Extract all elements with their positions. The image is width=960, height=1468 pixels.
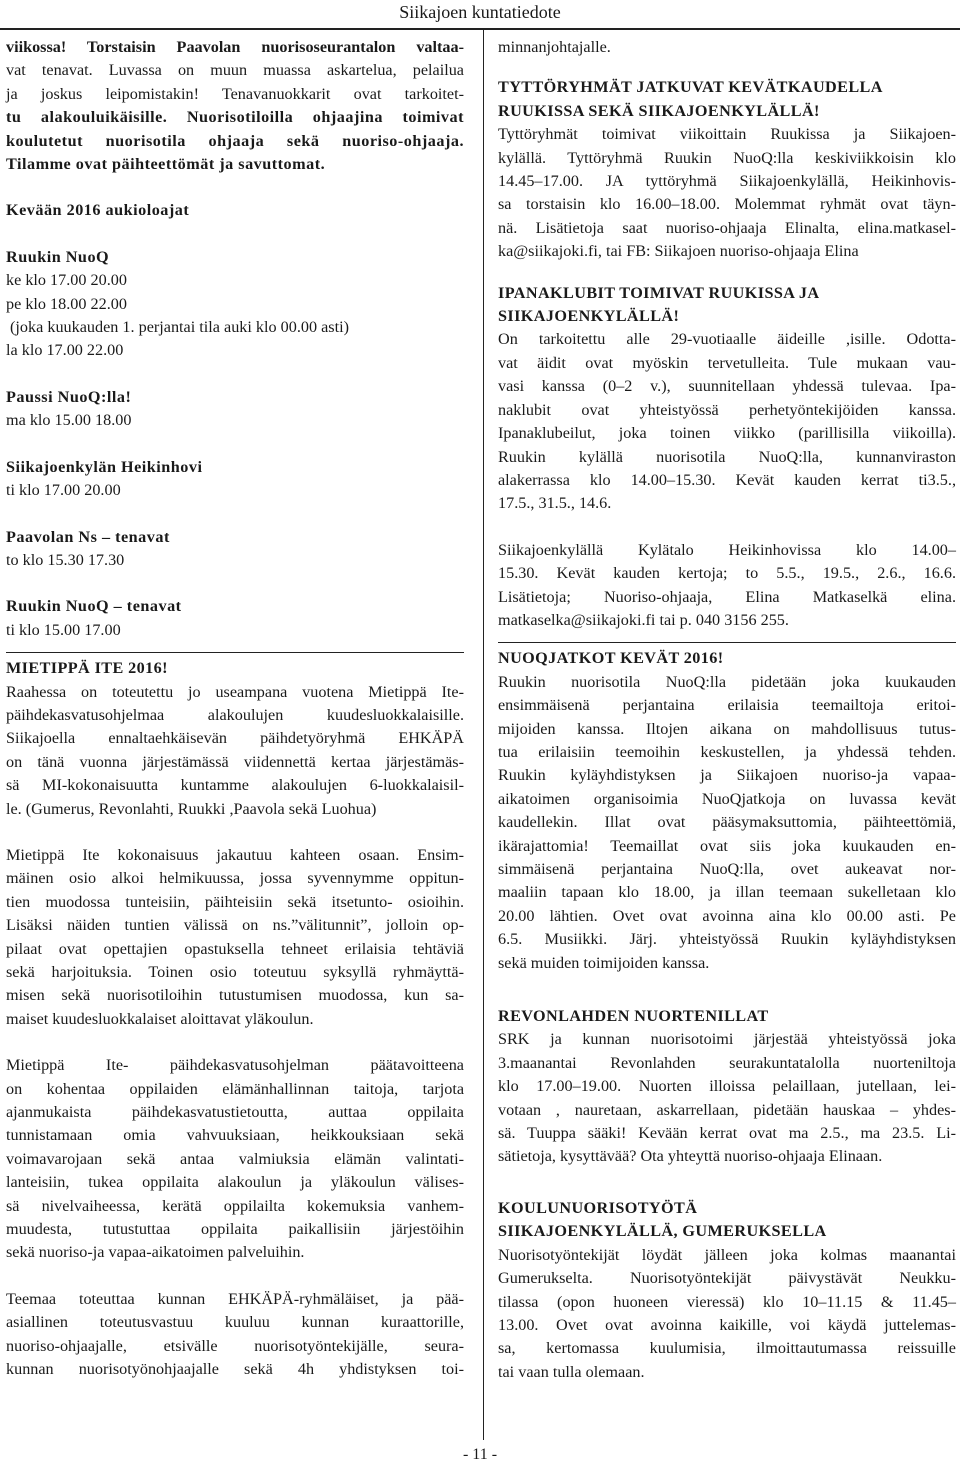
paragraph-line: sekä harjoituksia. Toinen osio toteutuu syksyllä ryhmäyttä- bbox=[6, 963, 464, 981]
paragraph-line: 6.5. Musiikki. Järj. yhteistyössä Ruukin kyläyhdistyksen bbox=[498, 930, 956, 949]
section-heading-tyttoryhmat: RUUKISSA SEKÄ SIIKAJOENKYLÄLLÄ! bbox=[498, 101, 820, 120]
page-header-title: Siikajoen kuntatiedote bbox=[399, 2, 561, 22]
paragraph-line: mäinen osio alkoi helmikuussa, jossa syvennymme oppitun- bbox=[6, 869, 464, 888]
venue-name: Ruukin NuoQ – tenavat bbox=[6, 597, 182, 616]
paragraph-line: kylällä. Tyttöryhmä Ruukin NuoQ:lla keskiviikkoisin klo bbox=[498, 148, 956, 167]
paragraph-line: vasi kanssa (0–2 v.), suunnitellaan yhdessä tulevaa. Ipa- bbox=[498, 377, 956, 396]
paragraph-line: votaan , nauretaan, askarrellaan, pidetään hauskaa – yhdes- bbox=[498, 1100, 956, 1119]
paragraph-line: Siikajoella ennaltaehkäisevän päihdetyöryhmä EHKÄPÄ bbox=[6, 729, 464, 748]
paragraph-line: 3.maanantai Revonlahden seurakuntatalolla nuorteniltoja bbox=[498, 1053, 956, 1072]
paragraph-line: nä. Lisätietoja saat nuoriso-ohjaaja Elinalta, elina.matkasel- bbox=[498, 218, 956, 237]
column-divider bbox=[483, 30, 484, 1440]
paragraph-line: tilassa (opon huoneen vieressä) klo 10–11.15 & 11.45– bbox=[498, 1292, 956, 1311]
paragraph-line: alakerrassa klo 14.00–15.30. Kevät kauden kerrat ti3.5., bbox=[498, 470, 956, 489]
paragraph-line: 20.00 lähtien. Ovet ovat avoinna aina klo 00.00 asti. Pe bbox=[498, 906, 956, 925]
venue-hours: pe klo 18.00 22.00 bbox=[6, 294, 127, 313]
paragraph-line: 14.45–17.00. JA tyttöryhmä Siikajoenkylällä, Heikinhovis- bbox=[498, 172, 956, 191]
paragraph-line: matkaselka@siikajoki.fi tai p. 040 3156 255. bbox=[498, 610, 789, 629]
paragraph-line: ensimmäisenä perjantaina erilaisia teemailtoja eritoi- bbox=[498, 696, 956, 715]
venue-name: Siikajoenkylän Heikinhovi bbox=[6, 457, 203, 476]
paragraph-line: Ruukin nuorisotila NuoQ:lla pidetään joka kuukauden bbox=[498, 672, 956, 691]
paragraph-line: kunnan nuorisotyönohjaajalle sekä 4h yhdistyksen toi- bbox=[6, 1360, 464, 1379]
intro-line: viikossa! Torstaisin Paavolan nuorisoseurantalon valtaa- bbox=[6, 38, 464, 56]
intro-line: tu alakouluikäisille. Nuorisotiloilla ohjaajina toimivat bbox=[6, 108, 464, 127]
paragraph-line: klo 17.00–19.00. Nuorten illoissa pelaillaan, jutellaan, lei- bbox=[498, 1077, 956, 1096]
paragraph-line: tai vaan tulla olemaan. bbox=[498, 1362, 645, 1381]
paragraph-line: naklubit ovat yhteistyössä perhetyöntekijöiden kanssa. bbox=[498, 400, 956, 419]
paragraph-line: nuoriso-ohjaajalle, etsivälle nuorisotyöntekijälle, seura- bbox=[6, 1336, 464, 1355]
section-heading-ipanaklubit: SIIKAJOENKYLÄLLÄ! bbox=[498, 307, 680, 326]
paragraph-line: Teemaa toteuttaa kunnan EHKÄPÄ-ryhmäläiset, ja pää- bbox=[6, 1289, 464, 1308]
paragraph-line: Mietippä Ite- päihdekasvatusohjelman päätavoitteena bbox=[6, 1056, 464, 1075]
header-rule bbox=[0, 28, 960, 30]
paragraph-line: lanteisiin, tukea oppilaita alakoulun ja yläkoulun välises- bbox=[6, 1173, 464, 1192]
paragraph-line: ajanmukaista päihdekasvatustietoutta, auttaa oppilaita bbox=[6, 1103, 464, 1122]
intro-line: Tilamme ovat päihteettömät ja savuttomat. bbox=[6, 155, 326, 174]
paragraph-line: Gumerukselta. Nuorisotyöntekijät päivystävät Neukku- bbox=[498, 1269, 956, 1288]
paragraph-line: sa, kertomassa kuulumisia, ilmoittautumassa reissuille bbox=[498, 1339, 956, 1358]
paragraph-line: kaudellekin. Illat ovat pääsymaksuttomia, päihteettömiä, bbox=[498, 813, 956, 832]
venue-hours: to klo 15.30 17.30 bbox=[6, 550, 125, 569]
left-column bbox=[6, 36, 464, 1382]
paragraph-line: Ruukin kyläyhdistyksen ja Siikajoen nuoriso-ja vapaa- bbox=[498, 766, 956, 785]
venue-hours: ti klo 15.00 17.00 bbox=[6, 620, 121, 639]
paragraph-line: Mietippä Ite kokonaisuus jakautuu kahteen osaan. Ensim- bbox=[6, 845, 464, 864]
paragraph-line: aikatoimen organisoimia NuoQjatkoja on luvassa kevät bbox=[498, 789, 956, 808]
paragraph-line: asiallinen toteutusvastuu kuuluu kunnan kuraattorille, bbox=[6, 1313, 464, 1332]
paragraph-line: ikärajattomia! Teemaillat ovat siis joka kuukauden en- bbox=[498, 836, 956, 855]
paragraph-line: sä MI-kokonaisuutta kuntamme alakoulujen 6-luokkalaisil- bbox=[6, 776, 464, 795]
paragraph-line: vat äidit ovat myöskin tervetulleita. Tule mukaan vau- bbox=[498, 353, 956, 372]
paragraph-line: SRK ja kunnan nuorisotoimi järjestää yhteistyössä joka bbox=[498, 1030, 956, 1049]
paragraph-line: Tyttöryhmät toimivat viikoittain Ruukissa ja Siikajoen- bbox=[498, 125, 956, 144]
paragraph-line: sekä nuoriso-ja vapaa-aikatoimen palveluihin. bbox=[6, 1243, 305, 1262]
paragraph-line: Ruukin kylällä nuorisotila NuoQ:lla, kunnanviraston bbox=[498, 447, 956, 466]
section-heading-tyttoryhmat: TYTTÖRYHMÄT JATKUVAT KEVÄTKAUDELLA bbox=[498, 78, 883, 97]
paragraph-line: le. (Gumerus, Revonlahti, Ruukki ,Paavola sekä Luohua) bbox=[6, 799, 377, 818]
paragraph-line: sa torstaisin klo 16.00–18.00. Molemmat ryhmät ovat täyn- bbox=[498, 195, 956, 214]
intro-line: koulutetut nuorisotila ohjaaja sekä nuoriso-ohjaaja. bbox=[6, 131, 464, 150]
paragraph-line: sätietoja, kysyttävää? Ota yhteyttä nuoriso-ohjaaja Elinaan. bbox=[498, 1147, 883, 1166]
venue-name: Paavolan Ns – tenavat bbox=[6, 527, 170, 546]
paragraph-line: päihdekasvatusohjelmaa alakoulujen kuudesluokkalaisille. bbox=[6, 705, 464, 724]
paragraph-line: ka@siikajoki.fi, tai FB: Siikajoen nuoriso-ohjaaja Elina bbox=[498, 242, 859, 261]
paragraph-line: tunnistamaan omia vahvuuksiaan, heikkouksiaan sekä bbox=[6, 1126, 464, 1145]
section-heading-mietippa: MIETIPPÄ ITE 2016! bbox=[6, 659, 168, 678]
venue-hours: ke klo 17.00 20.00 bbox=[6, 271, 127, 290]
paragraph-line: tien muodossa tunteisiin, päihteisiin sekä itsetunto- osioihin. bbox=[6, 892, 464, 911]
venue-hours: ma klo 15.00 18.00 bbox=[6, 411, 132, 430]
paragraph-line: mijoiden kanssa. Iltojen aikana on mahdollisuus tutus- bbox=[498, 719, 956, 738]
paragraph-line: Siikajoenkylällä Kylätalo Heikinhovissa klo 14.00– bbox=[498, 540, 956, 559]
section-heading-koulunuorisotyo: KOULUNUORISOTYÖTÄ bbox=[498, 1198, 698, 1217]
paragraph-line: sä. Tuuppa sääki! Kevään kerrat ovat ma 2.5., ma 23.5. Li- bbox=[498, 1124, 956, 1143]
paragraph-line: voimavarojaan sekä antaa valmiuksia elämän valintati- bbox=[6, 1149, 464, 1168]
venue-name: Paussi NuoQ:lla! bbox=[6, 387, 132, 406]
paragraph-line: maaliin tapaan klo 18.00, ja illan teemaan sukelletaan klo bbox=[498, 883, 956, 902]
paragraph-line: tua erilaisiin teemoihin keskustellen, ja yhdessä tehden. bbox=[498, 742, 956, 761]
paragraph-line: sekä muiden toimijoiden kanssa. bbox=[498, 953, 710, 972]
venue-name: Ruukin NuoQ bbox=[6, 247, 110, 266]
paragraph-line: maiset kuudesluokkalaiset aloittavat yläkoulun. bbox=[6, 1009, 314, 1028]
paragraph-line: Ipanaklubeilut, joka toinen viikko (parillisilla viikoilla). bbox=[498, 424, 956, 443]
venue-hours: (joka kuukauden 1. perjantai tila auki klo 00.00 asti) bbox=[6, 318, 349, 337]
section-heading-ipanaklubit: IPANAKLUBIT TOIMIVAT RUUKISSA JA bbox=[498, 283, 820, 302]
section-rule bbox=[498, 642, 956, 643]
section-heading-koulunuorisotyo: SIIKAJOENKYLÄLLÄ, GUMERUKSELLA bbox=[498, 1222, 827, 1241]
paragraph-line: misen sekä nuorisotiloihin tutustumisen muodossa, kun sa- bbox=[6, 986, 464, 1005]
intro-line: vat tenavat. Luvassa on muun muassa askartelua, pelailua bbox=[6, 61, 464, 80]
right-column bbox=[498, 36, 956, 1384]
continued-line: minnanjohtajalle. bbox=[498, 38, 611, 56]
venue-hours: ti klo 17.00 20.00 bbox=[6, 481, 121, 500]
paragraph-line: on kohentaa oppilaiden elämänhallinnan taitoja, tarjota bbox=[6, 1079, 464, 1098]
venue-hours: la klo 17.00 22.00 bbox=[6, 341, 124, 360]
paragraph-line: muudesta, tutustuttaa oppilaita paikallisiin järjestöihin bbox=[6, 1220, 464, 1239]
paragraph-line: Lisäksi näiden tuntien välissä on ns.”välitunnit”, jolloin op- bbox=[6, 916, 464, 935]
paragraph-line: 13.00. Ovet ovat avoinna kaikille, voi käydä juttelemas- bbox=[498, 1315, 956, 1334]
paragraph-line: 15.30. Kevät kauden kertoja; to 5.5., 19.5., 2.6., 16.6. bbox=[498, 564, 956, 583]
paragraph-line: Nuorisotyöntekijät löydät jälleen joka kolmas maanantai bbox=[498, 1245, 956, 1264]
section-heading-nuoqjatkot: NUOQJATKOT KEVÄT 2016! bbox=[498, 649, 724, 668]
paragraph-line: On tarkoitettu alle 29-vuotiaalle äideille ,isille. Odotta- bbox=[498, 330, 956, 349]
page-number: - 11 - bbox=[462, 1446, 498, 1463]
paragraph-line: Lisätietoja; Nuoriso-ohjaaja, Elina Matkaselkä elina. bbox=[498, 587, 956, 606]
paragraph-line: on tänä vuonna järjestämässä viidennettä kertaa järjestämäs- bbox=[6, 752, 464, 771]
paragraph-line: 17.5., 31.5., 14.6. bbox=[498, 494, 612, 513]
paragraph-line: sä nivelvaiheessa, kerätä oppilailta kokemuksia vanhem- bbox=[6, 1196, 464, 1215]
hours-title: Kevään 2016 aukioloajat bbox=[6, 201, 190, 220]
paragraph-line: pilaat ovat opettajien opastuksella tehneet erilaisia tehtäviä bbox=[6, 939, 464, 958]
section-rule bbox=[6, 652, 464, 653]
paragraph-line: simmäisenä perjantaina NuoQ:lla, ovet aukeavat nor- bbox=[498, 860, 956, 878]
section-heading-revonlahti: REVONLAHDEN NUORTENILLAT bbox=[498, 1007, 769, 1026]
intro-line: ja joskus leipomistakin! Tenavanuokkarit ovat tarkoitet- bbox=[6, 84, 464, 103]
paragraph-line: Raahessa on toteutettu jo useampana vuotena Mietippä Ite- bbox=[6, 682, 464, 701]
